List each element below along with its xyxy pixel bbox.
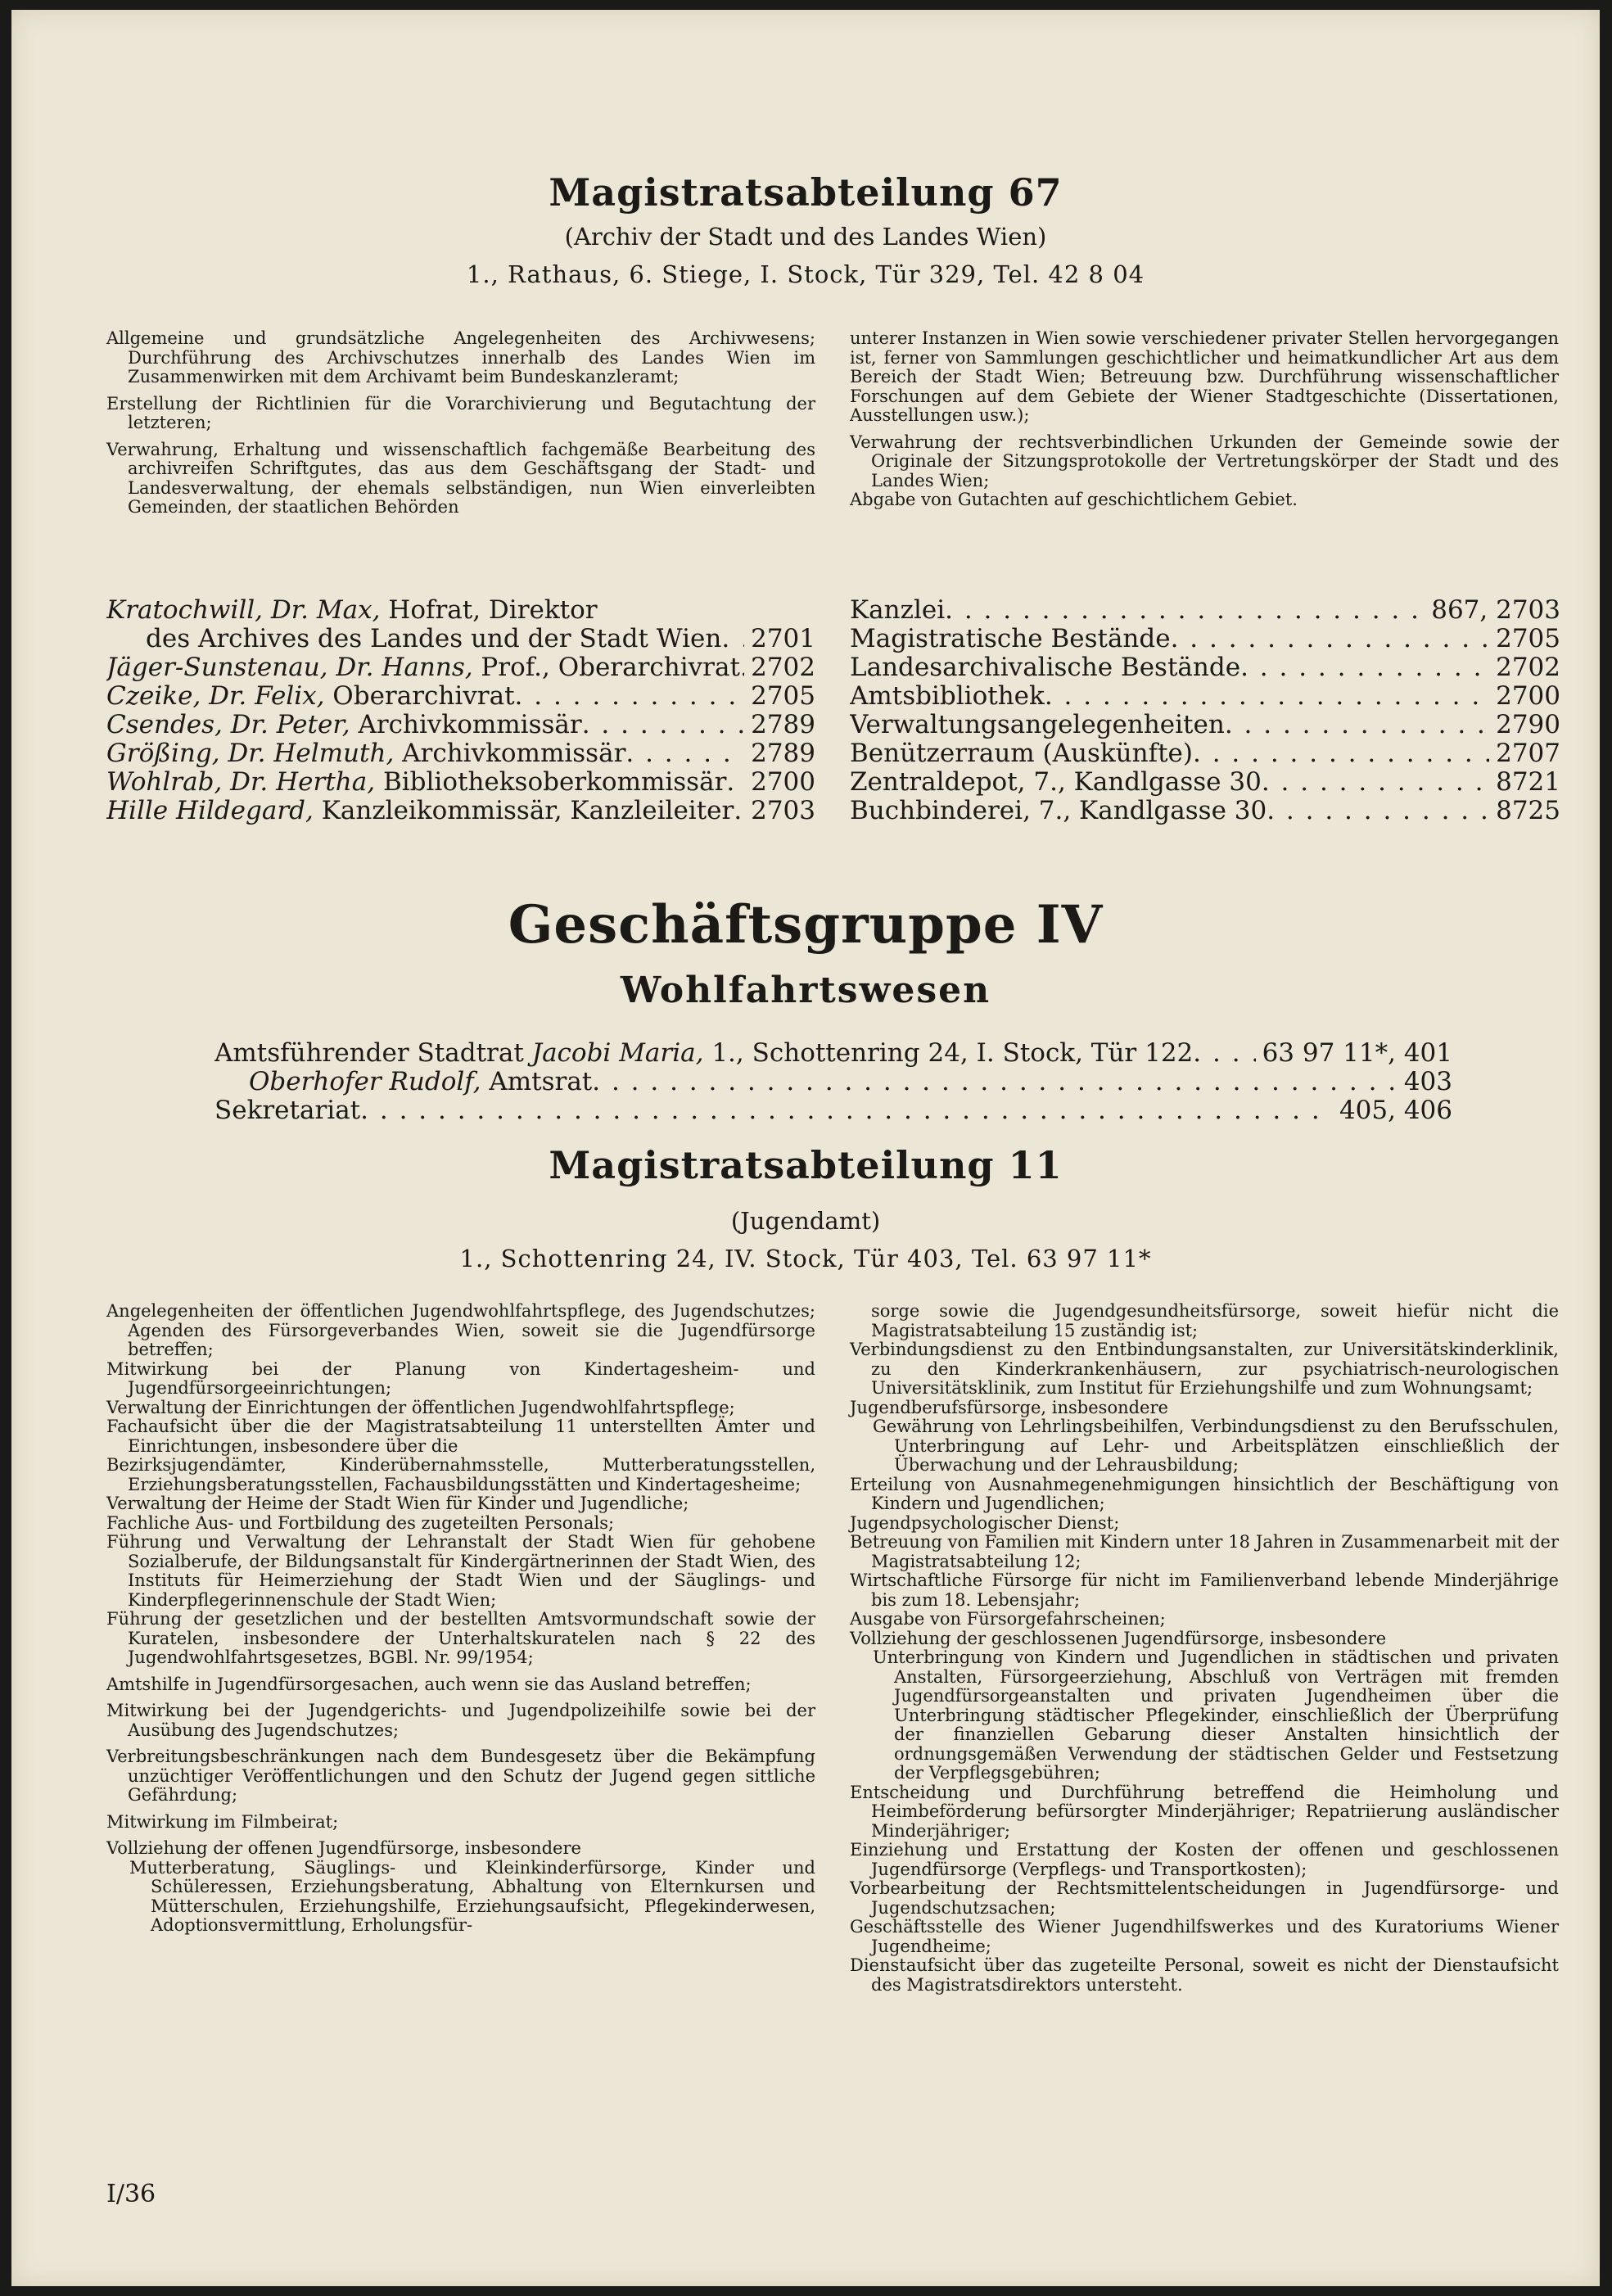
department-tel: 8725 bbox=[1496, 797, 1560, 825]
duty-item: Allgemeine und grundsätzliche Angelegenheiten des Archivwesens; Durchführung des Archivschutzes innerhalb des Landes Wien im Zusammenwirken mit dem Archivamt beim Bundeskanzleramt; bbox=[106, 328, 815, 386]
department-name: Benützerraum (Auskünfte) bbox=[850, 739, 1193, 768]
staff-tel: 2705 bbox=[751, 682, 815, 711]
department-row bbox=[850, 625, 1560, 653]
duty-item: Einziehung und Erstattung der Kosten der offenen und geschlossenen Jugendfürsorge (Verpflegs- und Transportkosten); bbox=[850, 1840, 1559, 1879]
ma67-departments bbox=[850, 596, 1560, 825]
amtsrat-row bbox=[214, 1068, 1452, 1096]
duty-item: Vollziehung der offenen Jugendfürsorge, insbesondere bbox=[106, 1838, 581, 1858]
duty-item: Betreuung von Familien mit Kindern unter 18 Jahren in Zusammenarbeit mit der Magistratsabteilung 12; bbox=[850, 1532, 1559, 1571]
department-tel: 2702 bbox=[1496, 653, 1560, 682]
ma11-duties-left bbox=[106, 1302, 815, 1936]
duty-item: Entscheidung und Durchführung betreffend die Heimholung und Heimbeförderung befürsorgter Minderjähriger; Repatriierung ausländischer Minderjähriger; bbox=[850, 1782, 1559, 1841]
duty-item: Mitwirkung im Filmbeirat; bbox=[106, 1811, 339, 1832]
ma67-duties-right bbox=[850, 329, 1559, 510]
ma67-address: 1., Rathaus, 6. Stiege, I. Stock, Tür 329, Tel. 42 8 04 bbox=[466, 260, 1145, 288]
staff-role: Archivkommissär bbox=[350, 711, 582, 739]
duty-item: Mutterberatung, Säuglings- und Kleinkinderfürsorge, Kinder und Schüleressen, Erziehungsberatung, Abhaltung von Elternkursen und Mütterschulen, Erziehungshilfe, Erziehungsaufsicht, Pflegekinderwesen, Adoptionsvermittlung, Erholungsfür- bbox=[129, 1857, 815, 1935]
staff-row bbox=[106, 682, 815, 711]
duty-item: Verbindungsdienst zu den Entbindungsanstalten, zur Universitätskinderklinik, zu den Kinderkrankenhäusern, zur psychiatrisch-neurologischen Universitätsklinik, zum Institut für Erziehungshilfe und zum Wohnungsamt; bbox=[850, 1340, 1559, 1398]
duty-item: sorge sowie die Jugendgesundheitsfürsorge, soweit hiefür nicht die Magistratsabteilung 15 zuständig ist; bbox=[871, 1301, 1559, 1340]
amtsrat-tel: 403 bbox=[1403, 1068, 1452, 1096]
staff-role: des Archives des Landes und der Stadt Wien bbox=[146, 625, 722, 653]
duty-item: Führung der gesetzlichen und der bestellten Amtsvormundschaft sowie der Kuratelen, insbesondere der Unterhaltskuratelen nach § 22 des Jugendwohlfahrtsgesetzes, BGBl. Nr. 99/1954; bbox=[106, 1609, 815, 1667]
department-tel: 2705 bbox=[1496, 625, 1560, 653]
staff-role: Bibliotheksoberkommissär bbox=[375, 768, 727, 797]
duty-item: Angelegenheiten der öffentlichen Jugendwohlfahrtspflege, des Jugendschutzes; Agenden des Fürsorgeverbandes Wien, soweit sie die Jugendfürsorge betreffen; bbox=[106, 1301, 815, 1359]
staff-tel: 2701 bbox=[751, 625, 815, 653]
ma11-duties-right bbox=[850, 1302, 1559, 1995]
ma11-address: 1., Schottenring 24, IV. Stock, Tür 403, Tel. 63 97 11* bbox=[459, 1245, 1152, 1272]
staff-name: Kratochwill, Dr. Max, bbox=[106, 596, 381, 625]
department-row bbox=[850, 768, 1560, 797]
staff-role: Kanzleikommissär, Kanzleileiter bbox=[313, 797, 734, 825]
duty-item: Verwaltung der Einrichtungen der öffentlichen Jugendwohlfahrtspflege; bbox=[106, 1397, 735, 1417]
department-name: Landesarchivalische Bestände bbox=[850, 653, 1241, 682]
amtsrat-name: Oberhofer Rudolf, bbox=[249, 1068, 481, 1096]
department-row bbox=[850, 653, 1560, 682]
duty-item: Jugendberufsfürsorge, insbesondere bbox=[850, 1397, 1168, 1417]
staff-tel: 2789 bbox=[751, 739, 815, 768]
ma67-subtitle: (Archiv der Stadt und des Landes Wien) bbox=[564, 223, 1047, 251]
amtsrat-role: Amtsrat bbox=[481, 1068, 593, 1096]
department-name: Verwaltungsangelegenheiten bbox=[850, 711, 1225, 739]
duty-item: Fachliche Aus- und Fortbildung des zugeteilten Personals; bbox=[106, 1512, 615, 1533]
staff-row bbox=[106, 625, 815, 653]
stadtrat-address: 1., Schottenring 24, I. Stock, Tür 122 bbox=[703, 1039, 1194, 1068]
staff-name: Czeike, Dr. Felix, bbox=[106, 682, 325, 711]
staff-role: Prof., Oberarchivrat bbox=[472, 653, 740, 682]
staff-tel: 2703 bbox=[751, 797, 815, 825]
staff-row bbox=[106, 739, 815, 768]
duty-item: Verwahrung, Erhaltung und wissenschaftlich fachgemäße Bearbeitung des archivreifen Schriftgutes, das aus dem Geschäftsgang der Stadt- und Landesverwaltung, der ehemals selbständigen, nun Wien einverleibten Gemeinden, der staatlichen Behörden bbox=[106, 439, 815, 517]
duty-item: Mitwirkung bei der Planung von Kindertagesheim- und Jugendfürsorgeeinrichtungen; bbox=[106, 1358, 815, 1398]
ma11-title: Magistratsabteilung 11 bbox=[549, 1143, 1063, 1187]
ma67-duties-left bbox=[106, 329, 815, 518]
department-name: Amtsbibliothek bbox=[850, 682, 1045, 711]
staff-role: Hofrat, Direktor bbox=[380, 596, 598, 625]
duty-item: Abgabe von Gutachten auf geschichtlichem Gebiet. bbox=[850, 490, 1298, 509]
staff-row bbox=[106, 797, 815, 825]
gruppe-subtitle: Wohlfahrtswesen bbox=[620, 969, 991, 1011]
department-name: Buchbinderei, 7., Kandlgasse 30 bbox=[850, 797, 1267, 825]
page-number: I/36 bbox=[106, 2180, 156, 2208]
duty-item: Bezirksjugendämter, Kinderübernahmsstelle, Mutterberatungsstellen, Erziehungsberatungsstellen, Fachausbildungsstätten und Kindertagesheime; bbox=[106, 1455, 815, 1494]
department-tel: 2700 bbox=[1496, 682, 1560, 711]
duty-item: Vorbearbeitung der Rechtsmittelentscheidungen in Jugendfürsorge- und Jugendschutzsachen; bbox=[850, 1878, 1559, 1918]
department-name: Magistratische Bestände bbox=[850, 625, 1171, 653]
department-tel: 8721 bbox=[1496, 768, 1560, 797]
staff-name: Größing, Dr. Helmuth, bbox=[106, 739, 395, 768]
staff-row bbox=[106, 653, 815, 682]
ma67-staff-list bbox=[106, 596, 815, 825]
staff-name: Csendes, Dr. Peter, bbox=[106, 711, 350, 739]
duty-item: Unterbringung von Kindern und Jugendlichen in städtischen und privaten Anstalten, Fürsorgeerziehung, Abschluß von Verträgen mit fremden Jugendfürsorgeanstalten und privaten Jugendheimen über die Unterbringung städtischer Pflegekinder, einschließlich der Überprüfung der finanziellen Gebarung dieser Anstalten hinsichtlich der ordnungsgemäßen Verwendung der städtischen Gelder und Festsetzung der Verpflegsgebühren; bbox=[873, 1647, 1559, 1783]
duty-item: Geschäftsstelle des Wiener Jugendhilfswerkes und des Kuratoriums Wiener Jugendheime; bbox=[850, 1917, 1559, 1956]
staff-tel: 2702 bbox=[751, 653, 815, 682]
department-tel: 867, 2703 bbox=[1431, 596, 1560, 625]
ma11-subtitle: (Jugendamt) bbox=[730, 1207, 881, 1235]
department-tel: 2707 bbox=[1496, 739, 1560, 768]
staff-name: Jäger-Sunstenau, Dr. Hanns, bbox=[106, 653, 473, 682]
duty-item: Erstellung der Richtlinien für die Vorarchivierung und Begutachtung der letzteren; bbox=[106, 393, 815, 432]
stadtrat-name: Jacobi Maria, bbox=[531, 1039, 704, 1068]
sekretariat-tel: 405, 406 bbox=[1339, 1096, 1452, 1125]
department-name: Kanzlei bbox=[850, 596, 946, 625]
staff-tel: 2789 bbox=[751, 711, 815, 739]
department-row bbox=[850, 682, 1560, 711]
duty-item: Verbreitungsbeschränkungen nach dem Bundesgesetz über die Bekämpfung unzüchtiger Veröffentlichungen und den Schutz der Jugend gegen sittliche Gefährdung; bbox=[106, 1747, 815, 1805]
staff-row bbox=[106, 768, 815, 797]
staff-tel: 2700 bbox=[751, 768, 815, 797]
staff-name: Hille Hildegard, bbox=[106, 797, 314, 825]
sekretariat-row bbox=[214, 1096, 1452, 1125]
staff-role: Oberarchivrat bbox=[324, 682, 515, 711]
staff-row bbox=[106, 711, 815, 739]
duty-item: Führung und Verwaltung der Lehranstalt der Stadt Wien für gehobene Sozialberufe, der Bildungsanstalt für Kindergärtnerinnen der Stadt Wien, des Instituts für Heimerziehung der Stadt Wien und der Säuglings- und Kinderpflegerinnenschule der Stadt Wien; bbox=[106, 1532, 815, 1610]
stadtrat-row bbox=[214, 1039, 1452, 1068]
sekretariat-label: Sekretariat bbox=[214, 1096, 361, 1125]
duty-item: Verwaltung der Heime der Stadt Wien für Kinder und Jugendliche; bbox=[106, 1494, 689, 1513]
department-tel: 2790 bbox=[1496, 711, 1560, 739]
gruppe-title: Geschäftsgruppe IV bbox=[508, 894, 1104, 956]
staff-row bbox=[106, 596, 815, 625]
duty-item: Mitwirkung bei der Jugendgerichts- und Jugendpolizeihilfe sowie bei der Ausübung des Jugendschutzes; bbox=[106, 1701, 815, 1740]
duty-item: Verwahrung der rechtsverbindlichen Urkunden der Gemeinde sowie der Originale der Sitzungsprotokolle der Vertretungskörper der Stadt und des Landes Wien; bbox=[850, 432, 1559, 490]
document-page bbox=[11, 10, 1600, 2286]
duty-item: unterer Instanzen in Wien sowie verschiedener privater Stellen hervorgegangen ist, ferner von Sammlungen geschichtlicher und heimatkundlicher Art aus dem Bereich der Stadt Wien; Betreuung bzw. Durchführung wissenschaftlicher Forschungen auf dem Gebiete der Wiener Stadtgeschichte (Dissertationen, Ausstellungen usw.); bbox=[850, 328, 1559, 425]
department-row bbox=[850, 711, 1560, 739]
duty-item: Dienstaufsicht über das zugeteilte Personal, soweit es nicht der Dienstaufsicht des Magistratsdirektors untersteht. bbox=[850, 1955, 1559, 1995]
duty-item: Fachaufsicht über die der Magistratsabteilung 11 unterstellten Ämter und Einrichtungen, insbesondere über die bbox=[106, 1417, 815, 1456]
department-row bbox=[850, 739, 1560, 768]
department-row bbox=[850, 797, 1560, 825]
duty-item: Gewährung von Lehrlingsbeihilfen, Verbindungsdienst zu den Berufsschulen, Unterbringung auf Lehr- und Arbeitsplätzen einschließlich der Überwachung und der Lehrausbildung; bbox=[873, 1417, 1559, 1475]
stadtrat-tel: 63 97 11*, 401 bbox=[1262, 1039, 1452, 1068]
ma67-title: Magistratsabteilung 67 bbox=[549, 170, 1063, 215]
gruppe-contacts bbox=[214, 1039, 1452, 1125]
department-name: Zentraldepot, 7., Kandlgasse 30 bbox=[850, 768, 1262, 797]
duty-item: Vollziehung der geschlossenen Jugendfürsorge, insbesondere bbox=[850, 1628, 1387, 1648]
duty-item: Amtshilfe in Jugendfürsorgesachen, auch wenn sie das Ausland betreffen; bbox=[106, 1674, 752, 1694]
staff-name: Wohlrab, Dr. Hertha, bbox=[106, 768, 376, 797]
duty-item: Wirtschaftliche Fürsorge für nicht im Familienverband lebende Minderjährige bis zum 18. Lebensjahr; bbox=[850, 1571, 1559, 1610]
stadtrat-label: Amtsführender Stadtrat bbox=[214, 1039, 532, 1068]
department-row bbox=[850, 596, 1560, 625]
staff-role: Archivkommissär bbox=[394, 739, 626, 768]
duty-item: Ausgabe von Fürsorgefahrscheinen; bbox=[850, 1609, 1166, 1629]
duty-item: Jugendpsychologischer Dienst; bbox=[850, 1512, 1120, 1533]
duty-item: Erteilung von Ausnahmegenehmigungen hinsichtlich der Beschäftigung von Kindern und Jugendlichen; bbox=[850, 1474, 1559, 1513]
